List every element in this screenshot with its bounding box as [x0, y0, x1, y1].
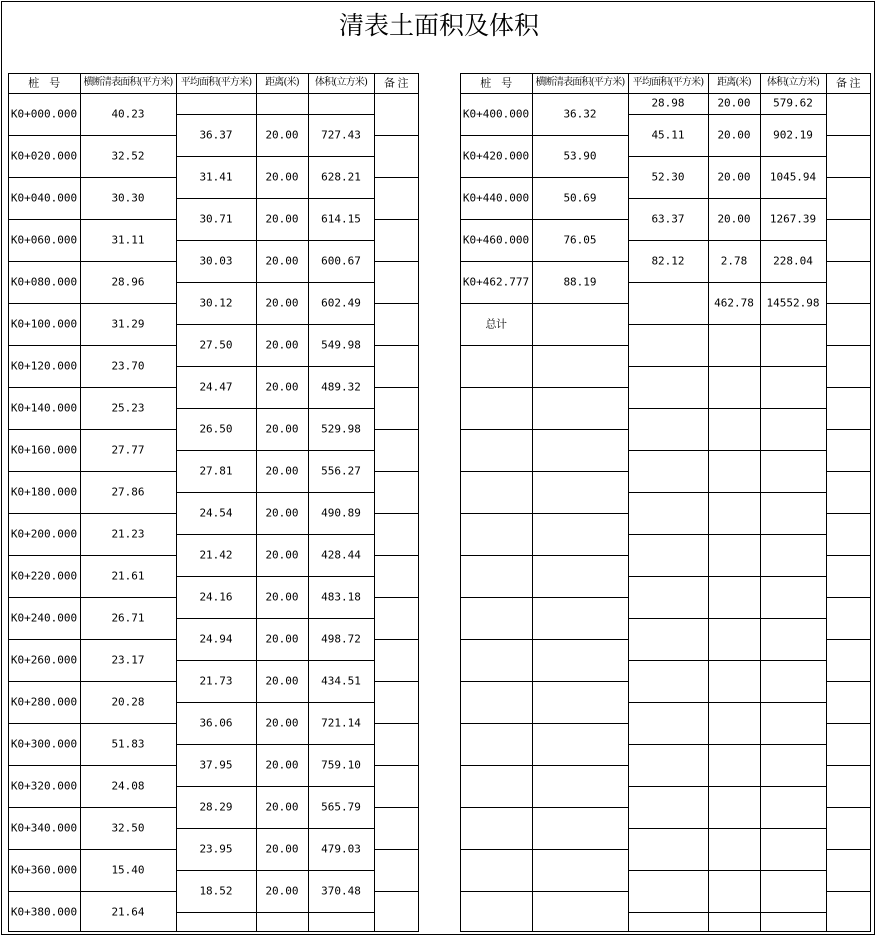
- grid-line: [374, 303, 419, 304]
- header-volume: 体积(立方米): [766, 77, 820, 88]
- grid-line: [826, 429, 871, 430]
- grid-line: [176, 828, 375, 829]
- grid-line: [628, 618, 827, 619]
- grid-line: [374, 639, 419, 640]
- section-area-value: 24.08: [111, 779, 145, 793]
- grid-line: [176, 366, 375, 367]
- volume-value: 498.72: [321, 632, 361, 646]
- distance-value: 20.00: [265, 128, 299, 142]
- grid-line: [418, 73, 419, 932]
- grid-line: [628, 576, 827, 577]
- grid-line: [628, 282, 827, 283]
- volume-value: 428.44: [321, 548, 361, 562]
- grid-line: [826, 807, 871, 808]
- grid-line: [176, 408, 375, 409]
- distance-value: 20.00: [265, 422, 299, 436]
- grid-line: [826, 849, 871, 850]
- grid-line: [80, 73, 81, 932]
- section-area-value: 26.71: [111, 611, 145, 625]
- grid-line: [628, 534, 827, 535]
- grid-line: [8, 765, 177, 766]
- grid-line: [176, 198, 375, 199]
- distance-value: 20.00: [265, 338, 299, 352]
- grid-line: [308, 73, 309, 932]
- volume-value: 727.43: [321, 128, 361, 142]
- distance-value: 20.00: [265, 296, 299, 310]
- grid-line: [460, 765, 629, 766]
- grid-line: [826, 471, 871, 472]
- avg-area-value: 45.11: [651, 128, 685, 142]
- grid-line: [374, 73, 375, 932]
- grid-line: [460, 555, 629, 556]
- section-area-value: 31.29: [111, 317, 145, 331]
- section-area-value: 27.77: [111, 443, 145, 457]
- grid-line: [8, 931, 419, 932]
- station-label: K0+440.000: [462, 191, 530, 205]
- section-area-value: 23.70: [111, 359, 145, 373]
- distance-value: 2.78: [720, 254, 748, 268]
- avg-area-value: 52.30: [651, 170, 685, 184]
- grid-line: [826, 73, 827, 932]
- grid-line: [176, 240, 375, 241]
- grid-line: [374, 555, 419, 556]
- avg-area-value: 30.12: [199, 296, 233, 310]
- section-area-value: 27.86: [111, 485, 145, 499]
- grid-line: [628, 324, 827, 325]
- grid-line: [826, 555, 871, 556]
- grid-line: [826, 219, 871, 220]
- avg-area-value: 36.06: [199, 716, 233, 730]
- grid-line: [460, 639, 629, 640]
- grid-line: [8, 345, 177, 346]
- grid-line: [826, 387, 871, 388]
- section-area-value: 88.19: [563, 275, 597, 289]
- grid-line: [628, 198, 827, 199]
- header-remarks: 备 注: [836, 76, 860, 90]
- grid-line: [628, 240, 827, 241]
- distance-value: 20.00: [265, 716, 299, 730]
- grid-line: [628, 870, 827, 871]
- grid-line: [628, 156, 827, 157]
- grid-line: [460, 73, 871, 74]
- grid-line: [826, 261, 871, 262]
- distance-value: 20.00: [265, 590, 299, 604]
- volume-value: 549.98: [321, 338, 361, 352]
- station-label: K0+320.000: [10, 779, 78, 793]
- avg-area-value: 37.95: [199, 758, 233, 772]
- grid-line: [8, 639, 177, 640]
- grid-line: [176, 114, 375, 115]
- grid-line: [460, 93, 871, 94]
- section-area-value: 21.64: [111, 905, 145, 919]
- volume-value: 434.51: [321, 674, 361, 688]
- grid-line: [8, 807, 177, 808]
- station-label: K0+380.000: [10, 905, 78, 919]
- grid-line: [374, 219, 419, 220]
- station-label: K0+140.000: [10, 401, 78, 415]
- section-area-value: 51.83: [111, 737, 145, 751]
- grid-line: [760, 73, 761, 932]
- grid-line: [176, 786, 375, 787]
- avg-area-value: 24.16: [199, 590, 233, 604]
- avg-area-value: 63.37: [651, 212, 685, 226]
- grid-line: [8, 219, 177, 220]
- grid-line: [176, 282, 375, 283]
- station-label: K0+100.000: [10, 317, 78, 331]
- grid-line: [628, 366, 827, 367]
- grid-line: [826, 303, 871, 304]
- grid-line: [826, 513, 871, 514]
- station-label: K0+080.000: [10, 275, 78, 289]
- grid-line: [8, 723, 177, 724]
- volume-value: 759.10: [321, 758, 361, 772]
- grid-line: [8, 555, 177, 556]
- grid-line: [374, 387, 419, 388]
- station-label: K0+040.000: [10, 191, 78, 205]
- grid-line: [8, 303, 177, 304]
- header-section-area: 横断清表面积(平方米): [535, 77, 625, 88]
- distance-value: 20.00: [265, 548, 299, 562]
- grid-line: [8, 429, 177, 430]
- grid-line: [460, 261, 629, 262]
- distance-value: 20.00: [265, 632, 299, 646]
- avg-area-value: 27.81: [199, 464, 233, 478]
- total-label: 总计: [485, 317, 507, 331]
- grid-line: [374, 765, 419, 766]
- volume-value: 1267.39: [769, 212, 817, 226]
- station-label: K0+000.000: [10, 107, 78, 121]
- grid-line: [628, 744, 827, 745]
- distance-value: 20.00: [717, 128, 751, 142]
- grid-line: [460, 891, 629, 892]
- volume-value: 600.67: [321, 254, 361, 268]
- header-station: 桩 号: [28, 76, 60, 90]
- grid-line: [374, 849, 419, 850]
- station-label: K0+160.000: [10, 443, 78, 457]
- section-area-value: 23.17: [111, 653, 145, 667]
- volume-value: 483.18: [321, 590, 361, 604]
- grid-line: [8, 73, 9, 932]
- grid-line: [460, 219, 629, 220]
- station-label: K0+240.000: [10, 611, 78, 625]
- station-label: K0+420.000: [462, 149, 530, 163]
- grid-line: [532, 73, 533, 932]
- grid-line: [8, 681, 177, 682]
- header-distance: 距离(米): [265, 77, 299, 88]
- grid-line: [176, 156, 375, 157]
- station-label: K0+300.000: [10, 737, 78, 751]
- avg-area-value: 26.50: [199, 422, 233, 436]
- grid-line: [628, 450, 827, 451]
- grid-line: [8, 93, 419, 94]
- volume-value: 1045.94: [769, 170, 817, 184]
- header-avg-area: 平均面积(平方米): [180, 77, 252, 88]
- volume-value: 556.27: [321, 464, 361, 478]
- station-label: K0+260.000: [10, 653, 78, 667]
- station-label: K0+400.000: [462, 107, 530, 121]
- station-label: K0+120.000: [10, 359, 78, 373]
- grid-line: [176, 492, 375, 493]
- grid-line: [8, 849, 177, 850]
- volume-value: 529.98: [321, 422, 361, 436]
- distance-value: 20.00: [265, 842, 299, 856]
- grid-line: [460, 723, 629, 724]
- grid-line: [176, 73, 177, 932]
- station-label: K0+340.000: [10, 821, 78, 835]
- grid-line: [826, 723, 871, 724]
- station-label: K0+180.000: [10, 485, 78, 499]
- grid-line: [176, 534, 375, 535]
- volume-value: 902.19: [773, 128, 813, 142]
- volume-value: 228.04: [773, 254, 813, 268]
- distance-value: 20.00: [265, 506, 299, 520]
- grid-line: [374, 429, 419, 430]
- grid-line: [628, 73, 629, 932]
- grid-line: [460, 513, 629, 514]
- grid-line: [628, 786, 827, 787]
- grid-line: [8, 597, 177, 598]
- grid-line: [460, 597, 629, 598]
- grid-line: [826, 765, 871, 766]
- grid-line: [826, 135, 871, 136]
- volume-value: 565.79: [321, 800, 361, 814]
- avg-area-value: 28.29: [199, 800, 233, 814]
- section-area-value: 31.11: [111, 233, 145, 247]
- avg-area-value: 24.47: [199, 380, 233, 394]
- grid-line: [374, 723, 419, 724]
- avg-area-value: 21.73: [199, 674, 233, 688]
- distance-value: 20.00: [265, 884, 299, 898]
- grid-line: [460, 681, 629, 682]
- grid-line: [374, 681, 419, 682]
- header-remarks: 备 注: [384, 76, 408, 90]
- grid-line: [8, 513, 177, 514]
- grid-line: [176, 324, 375, 325]
- grid-line: [176, 576, 375, 577]
- distance-value: 20.00: [265, 170, 299, 184]
- avg-area-value: 24.94: [199, 632, 233, 646]
- volume-value: 490.89: [321, 506, 361, 520]
- section-area-value: 32.50: [111, 821, 145, 835]
- grid-line: [628, 828, 827, 829]
- grid-line: [826, 177, 871, 178]
- grid-line: [460, 177, 629, 178]
- grid-line: [460, 73, 461, 932]
- grid-line: [460, 471, 629, 472]
- grid-line: [374, 135, 419, 136]
- header-volume: 体积(立方米): [314, 77, 368, 88]
- distance-value: 20.00: [265, 254, 299, 268]
- table-right: [460, 73, 870, 931]
- station-label: K0+200.000: [10, 527, 78, 541]
- station-label: K0+462.777: [462, 275, 530, 289]
- distance-value: 20.00: [265, 212, 299, 226]
- volume-value: 489.32: [321, 380, 361, 394]
- grid-line: [374, 345, 419, 346]
- section-area-value: 32.52: [111, 149, 145, 163]
- grid-line: [8, 261, 177, 262]
- grid-line: [628, 408, 827, 409]
- station-label: K0+280.000: [10, 695, 78, 709]
- grid-line: [628, 114, 827, 115]
- distance-value: 20.00: [265, 800, 299, 814]
- volume-value: 721.14: [321, 716, 361, 730]
- grid-line: [176, 660, 375, 661]
- grid-line: [870, 73, 871, 932]
- section-area-value: 36.32: [563, 107, 597, 121]
- header-station: 桩 号: [480, 76, 512, 90]
- grid-line: [826, 639, 871, 640]
- page-title: 清表土面积及体积: [338, 11, 539, 40]
- grid-line: [460, 135, 629, 136]
- volume-value: 614.15: [321, 212, 361, 226]
- grid-line: [460, 931, 871, 932]
- grid-line: [628, 492, 827, 493]
- station-label: K0+220.000: [10, 569, 78, 583]
- grid-line: [826, 597, 871, 598]
- header-distance: 距离(米): [717, 77, 751, 88]
- grid-line: [374, 597, 419, 598]
- section-area-value: 76.05: [563, 233, 597, 247]
- section-area-value: 28.96: [111, 275, 145, 289]
- section-area-value: 40.23: [111, 107, 145, 121]
- section-area-value: 30.30: [111, 191, 145, 205]
- grid-line: [256, 73, 257, 932]
- grid-line: [374, 177, 419, 178]
- grid-line: [176, 702, 375, 703]
- grid-line: [460, 429, 629, 430]
- grid-line: [176, 618, 375, 619]
- distance-value: 20.00: [265, 758, 299, 772]
- total-distance: 462.78: [714, 296, 754, 310]
- grid-line: [460, 387, 629, 388]
- avg-area-value: 27.50: [199, 338, 233, 352]
- grid-line: [628, 702, 827, 703]
- avg-area-value: 24.54: [199, 506, 233, 520]
- station-label: K0+020.000: [10, 149, 78, 163]
- volume-value: 602.49: [321, 296, 361, 310]
- grid-line: [8, 387, 177, 388]
- avg-area-value: 31.41: [199, 170, 233, 184]
- distance-value: 20.00: [265, 464, 299, 478]
- grid-line: [176, 744, 375, 745]
- volume-value: 579.62: [773, 96, 813, 110]
- grid-line: [374, 891, 419, 892]
- grid-line: [374, 261, 419, 262]
- grid-line: [176, 870, 375, 871]
- grid-line: [8, 73, 419, 74]
- grid-line: [460, 807, 629, 808]
- station-label: K0+060.000: [10, 233, 78, 247]
- total-volume: 14552.98: [766, 296, 820, 310]
- grid-line: [460, 345, 629, 346]
- section-area-value: 21.23: [111, 527, 145, 541]
- section-area-value: 15.40: [111, 863, 145, 877]
- distance-value: 20.00: [265, 380, 299, 394]
- grid-line: [8, 135, 177, 136]
- grid-line: [374, 513, 419, 514]
- station-label: K0+360.000: [10, 863, 78, 877]
- section-area-value: 21.61: [111, 569, 145, 583]
- section-area-value: 50.69: [563, 191, 597, 205]
- grid-line: [374, 471, 419, 472]
- grid-line: [176, 450, 375, 451]
- avg-area-value: 30.71: [199, 212, 233, 226]
- grid-line: [176, 912, 375, 913]
- volume-value: 370.48: [321, 884, 361, 898]
- avg-area-value: 36.37: [199, 128, 233, 142]
- distance-value: 20.00: [717, 170, 751, 184]
- grid-line: [8, 471, 177, 472]
- grid-line: [708, 73, 709, 932]
- distance-value: 20.00: [717, 96, 751, 110]
- grid-line: [374, 807, 419, 808]
- header-section-area: 横断清表面积(平方米): [83, 77, 173, 88]
- avg-area-value: 82.12: [651, 254, 685, 268]
- table-left: [8, 73, 418, 931]
- section-area-value: 20.28: [111, 695, 145, 709]
- grid-line: [460, 849, 629, 850]
- distance-value: 20.00: [717, 212, 751, 226]
- station-label: K0+460.000: [462, 233, 530, 247]
- grid-line: [628, 660, 827, 661]
- avg-area-value: 18.52: [199, 884, 233, 898]
- grid-line: [826, 681, 871, 682]
- volume-value: 479.03: [321, 842, 361, 856]
- avg-area-value: 21.42: [199, 548, 233, 562]
- grid-line: [826, 345, 871, 346]
- volume-value: 628.21: [321, 170, 361, 184]
- avg-area-value: 28.98: [651, 96, 685, 110]
- avg-area-value: 30.03: [199, 254, 233, 268]
- grid-line: [460, 303, 629, 304]
- grid-line: [8, 177, 177, 178]
- grid-line: [8, 891, 177, 892]
- avg-area-value: 23.95: [199, 842, 233, 856]
- grid-line: [628, 912, 827, 913]
- header-avg-area: 平均面积(平方米): [632, 77, 704, 88]
- section-area-value: 53.90: [563, 149, 597, 163]
- grid-line: [826, 891, 871, 892]
- distance-value: 20.00: [265, 674, 299, 688]
- section-area-value: 25.23: [111, 401, 145, 415]
